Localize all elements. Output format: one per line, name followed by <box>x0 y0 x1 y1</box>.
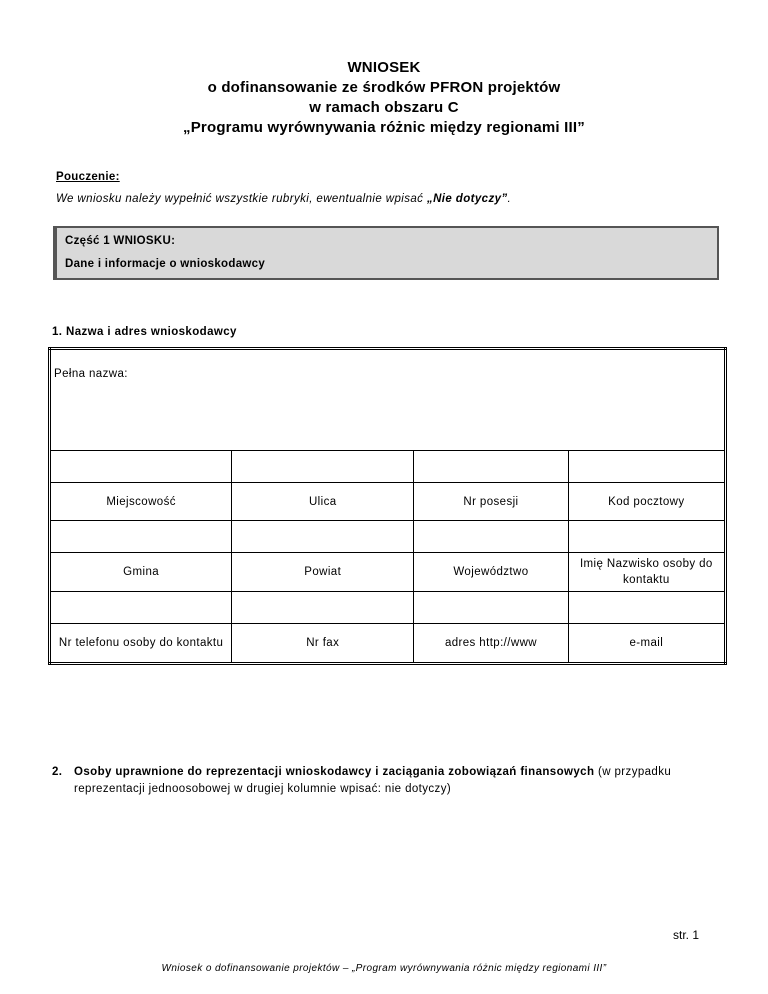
website-input-cell[interactable] <box>414 592 568 624</box>
postal-code-label: Kod pocztowy <box>568 483 725 521</box>
part-title: Część 1 WNIOSKU: <box>65 235 176 247</box>
page-number: str. 1 <box>673 928 700 942</box>
postal-code-input-cell[interactable] <box>568 451 725 483</box>
instructions-label: Pouczenie: <box>56 171 120 183</box>
instructions-text-suffix: . <box>507 193 512 205</box>
city-label: Miejscowość <box>50 483 232 521</box>
contact-person-input-cell[interactable] <box>568 521 725 553</box>
section-2-number: 2. <box>52 766 63 778</box>
contact-phone-input-cell[interactable] <box>50 592 232 624</box>
fax-label: Nr fax <box>232 624 414 664</box>
contact-person-label: Imię Nazwisko osoby do kontaktu <box>568 553 725 592</box>
instructions-text <box>56 193 511 205</box>
email-label: e-mail <box>568 624 725 664</box>
street-label: Ulica <box>232 483 414 521</box>
county-input-cell[interactable] <box>232 521 414 553</box>
section-2-rest-text: (w przypadku reprezentacji jednoosobowej w drugiej kolumnie wpisać: nie dotyczy) <box>74 766 672 795</box>
street-input-cell[interactable] <box>232 451 414 483</box>
full-name-label: Pełna nazwa: <box>54 368 128 380</box>
title-line-1: WNIOSEK <box>347 59 421 76</box>
voivodeship-label: Województwo <box>414 553 568 592</box>
title-line-4: „Programu wyrównywania różnic między regionami III” <box>183 119 585 136</box>
county-label: Powiat <box>232 553 414 592</box>
section-1-heading: 1. Nazwa i adres wnioskodawcy <box>52 326 237 338</box>
section-2-bold-text: Osoby uprawnione do reprezentacji wnioskodawcy i zaciągania zobowiązań finansowych <box>74 766 595 778</box>
document-title <box>0 58 768 138</box>
voivodeship-input-cell[interactable] <box>414 521 568 553</box>
page-footer: Wniosek o dofinansowanie projektów – „Program wyrównywania różnic między regionami III” <box>161 963 607 974</box>
house-number-input-cell[interactable] <box>414 451 568 483</box>
email-input-cell[interactable] <box>568 592 725 624</box>
instructions-text-bold: „Nie dotyczy” <box>426 193 508 205</box>
contact-phone-label: Nr telefonu osoby do kontaktu <box>50 624 232 664</box>
applicant-data-table <box>48 347 727 665</box>
part-subtitle: Dane i informacje o wnioskodawcy <box>65 258 266 270</box>
part-header-box <box>53 226 719 280</box>
instructions-text-prefix: We wniosku należy wypełnić wszystkie rubryki, ewentualnie wpisać <box>56 193 427 205</box>
fax-input-cell[interactable] <box>232 592 414 624</box>
commune-input-cell[interactable] <box>50 521 232 553</box>
city-input-cell[interactable] <box>50 451 232 483</box>
house-number-label: Nr posesji <box>414 483 568 521</box>
title-line-2: o dofinansowanie ze środków PFRON projektów <box>207 79 561 96</box>
title-line-3: w ramach obszaru C <box>309 99 459 116</box>
full-name-field[interactable] <box>50 349 726 451</box>
website-label: adres http://www <box>414 624 568 664</box>
section-2-heading <box>52 764 712 798</box>
commune-label: Gmina <box>50 553 232 592</box>
